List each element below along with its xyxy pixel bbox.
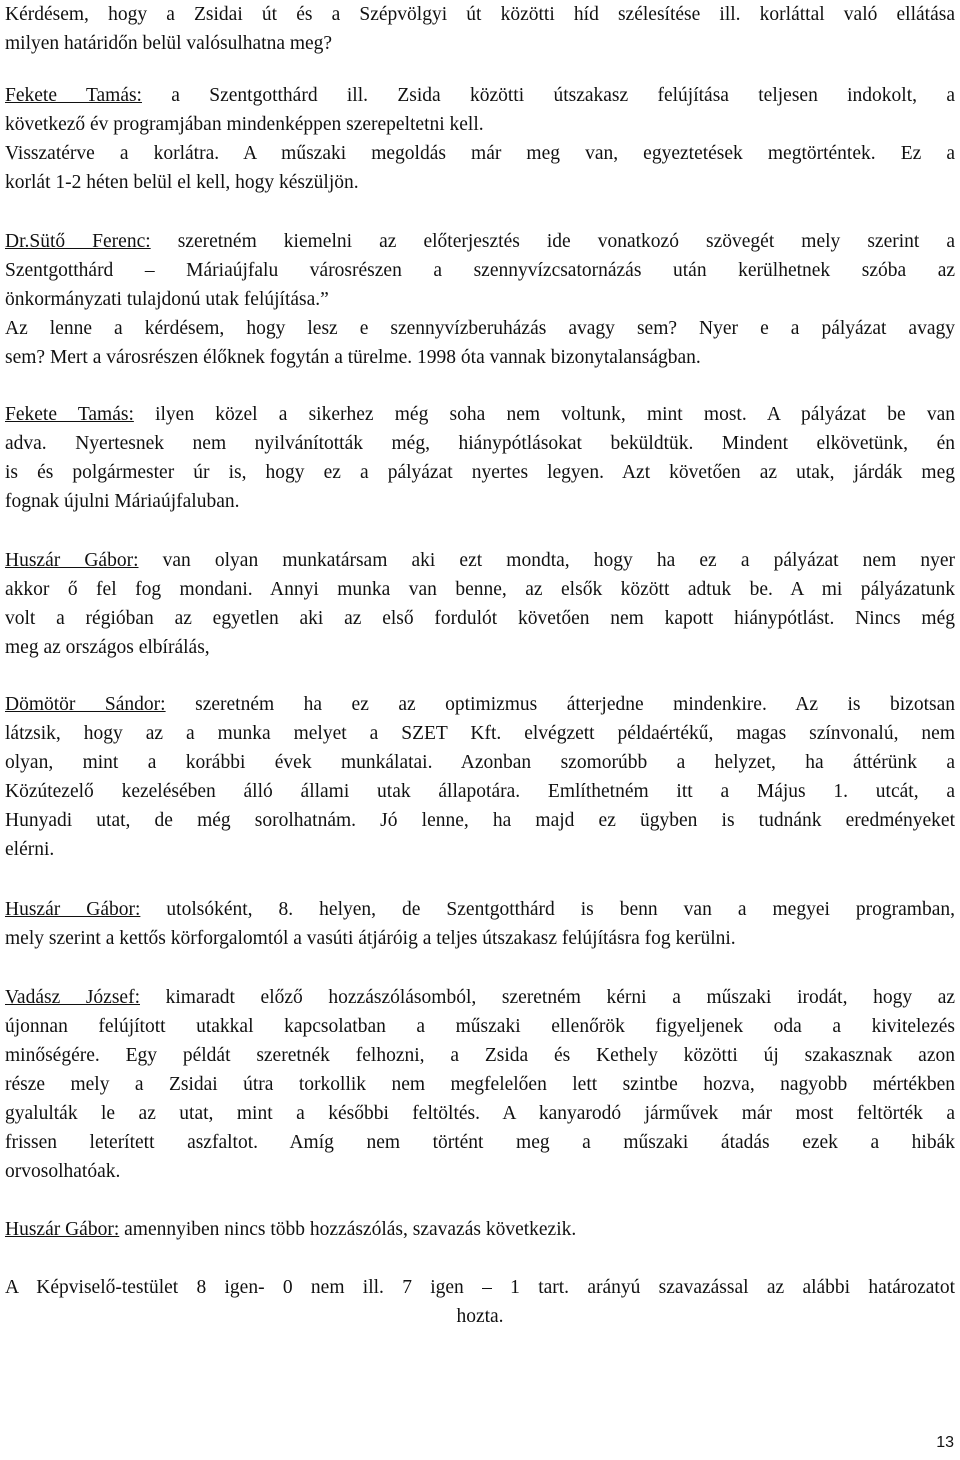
paragraph-huszar-gabor-1 <box>5 546 955 662</box>
text-line: önkormányzati tulajdonú utak felújítása.” <box>5 289 329 310</box>
speech-text: van olyan munkatársam aki ezt mondta, hogy ha ez a pályázat nem nyer <box>138 550 956 571</box>
text-line <box>5 690 955 719</box>
text-line: Az lenne a kérdésem, hogy lesz e szennyvízberuházás avagy sem? Nyer e a pályázat avagy <box>5 318 955 339</box>
text-line: következő év programjában mindenképpen szerepeltetni kell. <box>5 114 484 135</box>
speech-text: a Szentgotthárd ill. Zsida közötti útszakasz felújítása teljesen indokolt, a <box>141 85 955 106</box>
speech-text: szeretném kiemelni az előterjesztés ide vonatkozó szövegét mely szerint a <box>150 231 956 252</box>
vote-result-paragraph <box>5 1273 955 1331</box>
speech-text: kimaradt előző hozzászólásomból, szeretném kérni a műszaki irodát, hogy az <box>140 987 955 1008</box>
speaker-name: Dr.Sütő Ferenc: <box>5 231 151 252</box>
text-line: sem? Mert a városrészen élőknek fogytán a türelme. 1998 óta vannak bizonytalanságban. <box>5 347 701 368</box>
text-line: frissen leterített aszfaltot. Amíg nem történt meg a műszaki átadás ezek a hibák <box>5 1132 955 1153</box>
text-line: mely szerint a kettős körforgalomtól a vasúti átjáróig a teljes útszakasz felújításra fog kerülni. <box>5 928 736 949</box>
text-line: meg az országos elbírálás, <box>5 637 210 658</box>
text-line <box>5 400 955 429</box>
text-line: újonnan felújított utakkal kapcsolatban a műszaki ellenőrök figyeljenek oda a kivitelezés <box>5 1016 955 1037</box>
page-number: 13 <box>936 1434 954 1451</box>
speech-text: szeretném ha ez az optimizmus átterjedne mindenkire. Az is bizotsan <box>165 694 955 715</box>
text-line: milyen határidőn belül valósulhatna meg? <box>5 33 333 54</box>
paragraph-fekete-tamas-2 <box>5 400 955 516</box>
paragraph-huszar-gabor-2 <box>5 895 955 953</box>
text-line: Kérdésem, hogy a Zsidai út és a Szépvölgyi út közötti híd szélesítése ill. korláttal való ellátása <box>5 4 955 25</box>
text-line: korlát 1-2 héten belül el kell, hogy készüljön. <box>5 172 359 193</box>
speaker-name: Dömötör Sándor: <box>5 694 166 715</box>
text-line <box>5 983 955 1012</box>
text-line <box>5 227 955 256</box>
speaker-name: Huszár Gábor: <box>5 550 139 571</box>
speaker-name: Huszár Gábor: <box>5 899 141 920</box>
text-line: orvosolhatóak. <box>5 1161 121 1182</box>
speech-text: ilyen közel a sikerhez még soha nem voltunk, mint most. A pályázat be van <box>133 404 955 425</box>
text-line: minőségére. Egy példát szeretnék felhozni, a Zsida és Kethely közötti új szakasznak azon <box>5 1045 955 1066</box>
paragraph-huszar-gabor-3 <box>5 1215 955 1244</box>
text-line <box>5 81 955 110</box>
text-line: akkor ő fel fog mondani. Annyi munka van benne, az elsők között adtuk be. A mi pályázatunk <box>5 579 955 600</box>
text-line <box>5 895 955 924</box>
text-line: látzsik, hogy az a munka melyet a SZET Kft. elvégzett példaértékű, magas színvonalú, nem <box>5 723 955 744</box>
text-line: Hunyadi utat, de még sorolhatnám. Jó lenne, ha majd ez ügyben is tudnánk eredményeket <box>5 810 955 831</box>
speaker-name: Huszár Gábor: <box>5 1219 120 1240</box>
speech-text: utolsóként, 8. helyen, de Szentgotthárd is benn van a megyei programban, <box>140 899 955 920</box>
paragraph-vadasz-jozsef <box>5 983 955 1186</box>
paragraph-suto-ferenc <box>5 227 955 372</box>
text-line: A Képviselő-testület 8 igen- 0 nem ill. 7 igen – 1 tart. arányú szavazással az alábbi határozatot <box>5 1277 955 1298</box>
text-line: része mely a Zsidai útra torkollik nem megfelelően lett szintbe hozva, nagyobb mértékben <box>5 1074 955 1095</box>
question-paragraph <box>5 0 955 58</box>
text-line: hozta. <box>456 1306 504 1327</box>
text-line: Közútezelő kezelésében álló állami utak állapotára. Említhetném itt a Május 1. utcát, a <box>5 781 955 802</box>
paragraph-fekete-tamas-1 <box>5 81 955 197</box>
text-line <box>5 546 955 575</box>
text-line: Szentgotthárd – Máriaújfalu városrészen a szennyvízcsatornázás után kerülhetnek szóba az <box>5 260 955 281</box>
speaker-name: Fekete Tamás: <box>5 404 134 425</box>
text-line <box>5 1215 955 1244</box>
text-line: volt a régióban az egyetlen aki az első fordulót követően nem kapott hiánypótlást. Nincs még <box>5 608 955 629</box>
text-line: elérni. <box>5 839 55 860</box>
text-line: olyan, mint a korábbi évek munkálatai. Azonban szomorúbb a helyzet, ha áttérünk a <box>5 752 955 773</box>
speech-text: amennyiben nincs több hozzászólás, szavazás következik. <box>119 1219 577 1240</box>
text-line: Visszatérve a korlátra. A műszaki megoldás már meg van, egyeztetések megtörténtek. Ez a <box>5 143 955 164</box>
text-line: adva. Nyertesnek nem nyilvánították még, hiánypótlásokat beküldtük. Mindent elkövetünk, én <box>5 433 955 454</box>
speaker-name: Fekete Tamás: <box>5 85 142 106</box>
text-line: fognak újulni Máriaújfaluban. <box>5 491 240 512</box>
speaker-name: Vadász József: <box>5 987 140 1008</box>
paragraph-domotor-sandor <box>5 690 955 864</box>
text-line: is és polgármester úr is, hogy ez a pályázat nyertes legyen. Azt követően az utak, járdák meg <box>5 462 955 483</box>
text-line: gyalulták le az utat, mint a későbbi feltöltés. A kanyarodó járművek már most feltörték a <box>5 1103 955 1124</box>
